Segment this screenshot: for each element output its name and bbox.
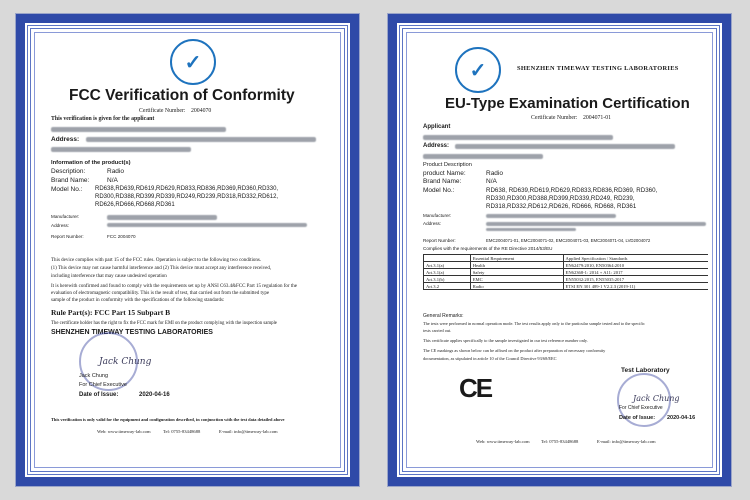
- table-header: Applied Specification / Standards: [563, 255, 708, 262]
- redacted-address2: [107, 223, 307, 227]
- tw-lab-logo-icon: ✓: [455, 47, 501, 93]
- brand-value: N/A: [107, 177, 118, 184]
- model-label: Model No.:: [423, 187, 455, 194]
- statement-line: evaluation of electromagnetic compatibility. This is the result of test, that carried out from the submitted type: [51, 291, 270, 296]
- rule-parts: Rule Part(s): FCC Part 15 Subpart B: [51, 308, 171, 317]
- report-label: Report Number:: [423, 238, 456, 243]
- table-row: [424, 276, 709, 283]
- statement-line: This device complies with part 15 of the FCC rules. Operation is subject to the following two conditions.: [51, 258, 262, 263]
- requirements-table: [423, 254, 708, 290]
- table-cell: Art.3.1(a): [424, 262, 471, 269]
- applicant-label: Applicant: [423, 124, 451, 130]
- table-cell: Art.3.2: [424, 283, 471, 290]
- product-name-label: product Name:: [423, 170, 466, 177]
- redacted-address2: [486, 228, 576, 231]
- report-number: EMC2004071-01, EMC2004071-02, EMC2004071-03, EMC2004071-04, LVD2004072: [486, 238, 651, 243]
- product-name-value: Radio: [486, 170, 503, 177]
- redacted-address-line: [423, 154, 543, 159]
- issue-label: Date of Issue:: [79, 392, 119, 398]
- footer-web: Web: www.timeway-lab.com: [476, 439, 530, 444]
- table-row: [424, 262, 709, 269]
- statement-line: (1) This device may not cause harmful interference and (2) This device must accept any interference received,: [51, 266, 272, 271]
- redacted-applicant: [423, 135, 613, 140]
- redacted-address-line: [51, 147, 191, 152]
- cert-number-label: Certificate Number:: [531, 115, 578, 121]
- model-line: RD638, RD639,RD619,RD629,RD833,RD836,RD369, RD360,: [486, 187, 658, 194]
- brand-value: N/A: [486, 178, 497, 185]
- address-label: Address:: [51, 136, 80, 143]
- redacted-applicant: [51, 127, 226, 132]
- table-header-row: [424, 255, 709, 262]
- remark-line: The tests were performed in normal operation mode. The test results apply only to the particular sample tested and to the specific: [423, 321, 645, 326]
- redacted-address-line: [455, 144, 675, 149]
- eu-certificate: [388, 14, 731, 486]
- cert-number: 2004071-01: [583, 115, 612, 121]
- issue-date: 2020-04-16: [667, 415, 696, 421]
- fcc-title: FCC Verification of Conformity: [69, 87, 295, 104]
- table-cell: Safety: [470, 269, 563, 276]
- table-cell: Art.3.1(b): [424, 276, 471, 283]
- model-label: Model No.:: [51, 186, 83, 193]
- redacted-address-line: [86, 137, 316, 142]
- statement-line: sample of the product in conformity with the specifications of the following standards:: [51, 298, 225, 303]
- report-number: FCC 2004070: [107, 234, 136, 239]
- model-line: RD318,RD332,RD612,RD626, RD666, RD668, RD361: [486, 203, 637, 210]
- lab-name: SHENZHEN TIMEWAY TESTING LABORATORIES: [51, 329, 213, 336]
- table-cell: EMC: [470, 276, 563, 283]
- manufacturer-label: Manufacturer:: [51, 214, 80, 219]
- remark-line: The CE markings as shown below can be affixed on the product after preparation of necessary conformity: [423, 348, 606, 353]
- footnote: This verification is only valid for the equipment and configuration described, in conjunction with the test data detailed above: [51, 417, 285, 422]
- table-cell: EN55032:2015, EN55035:2017: [563, 276, 708, 283]
- footer-email: E-mail: info@timeway-lab.com: [219, 429, 278, 434]
- footer-tel: Tel: 0755-83448688: [541, 439, 579, 444]
- model-line: RD638,RD639,RD619,RD629,RD833,RD836,RD369,RD360,RD330,: [95, 186, 279, 192]
- model-line: RD330,RD300,RD388,RD399,RD339,RD249, RD239,: [486, 195, 635, 202]
- table-cell: EN62368-1: 2014 + A11: 2017: [563, 269, 708, 276]
- redacted-manufacturer: [107, 215, 217, 220]
- cert-number: 2004070: [191, 108, 212, 114]
- footer-web: Web: www.timeway-lab.com: [97, 429, 151, 434]
- info-header: Information of the product(s): [51, 160, 131, 166]
- issue-label: Date of Issue:: [619, 415, 656, 421]
- model-line: RD626,RD666,RD668,RD361: [95, 202, 175, 208]
- table-row: [424, 269, 709, 276]
- statement-line: It is herewith confirmed and found to comply with the requirements set up by ANSI C63.4&FCC Part 15 regulation for the: [51, 284, 297, 289]
- remark-line: documentation, as stipulated in article 10 of the Council Directive 93/68/EEC: [423, 356, 557, 361]
- product-desc-label: Product Description: [423, 162, 472, 168]
- tw-lab-logo-icon: ✓: [170, 39, 216, 85]
- remark-line: This certificate applies specifically to the sample investigated in our test reference number only.: [423, 338, 588, 343]
- description-label: Description:: [51, 168, 86, 175]
- eu-title: EU-Type Examination Certification: [445, 95, 690, 112]
- table-cell: Health: [470, 262, 563, 269]
- address2-label: Address:: [423, 221, 442, 226]
- test-lab-label: Test Laboratory: [621, 367, 670, 374]
- brand-label: Brand Name:: [51, 177, 90, 184]
- report-label: Report Number:: [51, 234, 84, 239]
- model-line: RD300,RD388,RD399,RD339,RD249,RD239,RD318,RD332,RD612,: [95, 194, 279, 200]
- cert-number-label: Certificate Number:: [139, 108, 186, 114]
- ce-mark-icon: CE: [459, 373, 492, 403]
- footer-tel: Tel: 0755-83448688: [163, 429, 201, 434]
- signatory-title: For Chief Executive: [619, 405, 663, 411]
- table-row: [424, 283, 709, 290]
- general-remarks-label: General Remarks:: [423, 313, 464, 319]
- redacted-manufacturer: [486, 214, 616, 218]
- certificate-holder-text: The certificate holder has the right to fix the FCC mark for EMI on the product complying with the inspection sample: [51, 321, 277, 326]
- table-header: [424, 255, 471, 262]
- remark-line: tests carried out.: [423, 328, 452, 333]
- table-cell: Radio: [470, 283, 563, 290]
- table-cell: ETSI EN 301 489-1 V2.2.3 (2019-11): [563, 283, 708, 290]
- statement-line: including interference that may cause undesired operation: [51, 274, 167, 279]
- address-label: Address:: [423, 143, 450, 149]
- lab-name-header: SHENZHEN TIMEWAY TESTING LABORATORIES: [517, 65, 679, 72]
- signatory-title: For Chief Executive: [79, 382, 127, 388]
- manufacturer-label: Manufacturer:: [423, 213, 452, 218]
- signatory-name: Jack Chung: [79, 373, 109, 379]
- brand-label: Brand Name:: [423, 178, 462, 185]
- table-cell: EN62479:2010, EN50364:2010: [563, 262, 708, 269]
- redacted-address2: [486, 222, 706, 226]
- table-header: Essential Requirement: [470, 255, 563, 262]
- signature: Jack Chung: [99, 357, 152, 367]
- address2-label: Address:: [51, 223, 70, 228]
- signature: Jack Chung: [633, 394, 680, 403]
- given-for-text: This verification is given for the applicant: [51, 116, 155, 122]
- description-value: Radio: [107, 168, 124, 175]
- complies-text: Complies with the requirements of the RE Directive 2014/53/EU: [423, 246, 553, 251]
- fcc-certificate: [16, 14, 359, 486]
- footer-email: E-mail: info@timeway-lab.com: [597, 439, 656, 444]
- table-cell: Art.3.1(a): [424, 269, 471, 276]
- issue-date: 2020-04-16: [139, 392, 170, 398]
